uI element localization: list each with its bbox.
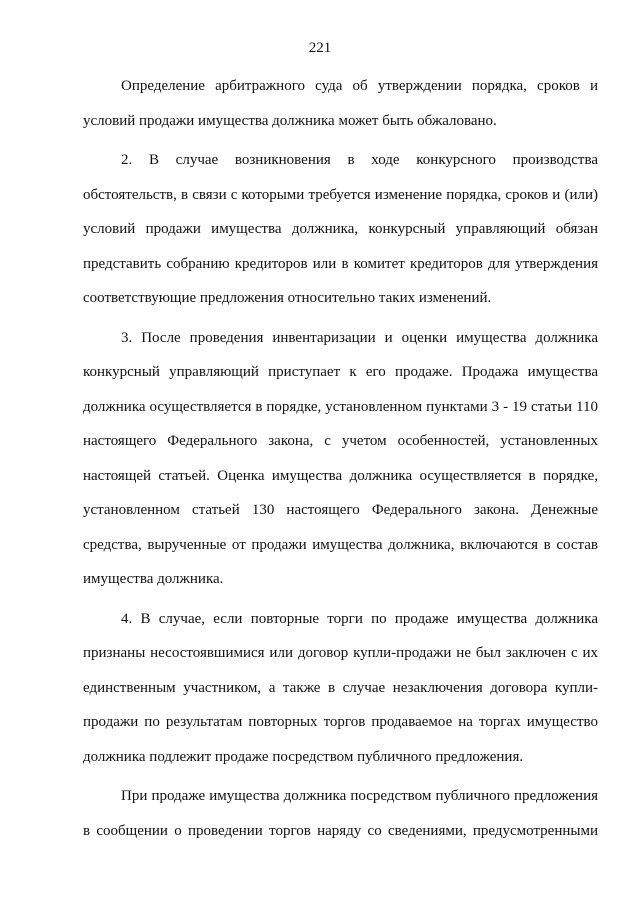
document-body (83, 69, 598, 853)
text-line: средства, вырученные от продажи имущества должника, включаются в состав (83, 536, 598, 553)
text-line: настоящей статьей. Оценка имущества должника осуществляется в порядке, (83, 467, 598, 484)
text-line: представить собранию кредиторов или в комитет кредиторов для утверждения (83, 255, 598, 272)
paragraph-item-4 (83, 602, 598, 775)
text-line: имущества должника. (83, 571, 224, 587)
paragraph (83, 69, 598, 138)
text-line: настоящего Федерального закона, с учетом особенностей, установленных (83, 433, 598, 449)
text-line: При продаже имущества должника посредством публичного предложения (121, 788, 598, 804)
text-line: должника подлежит продаже посредством публичного предложения. (83, 748, 524, 765)
text-line: Определение арбитражного суда об утверждении порядка, сроков и (121, 78, 598, 94)
paragraph-item-3 (83, 321, 598, 597)
text-line: соответствующие предложения относительно таких изменений. (83, 290, 492, 306)
text-line: единственным участником, а также в случае незаключения договора купли- (83, 679, 598, 696)
text-line: установленном статьей 130 настоящего Федерального закона. Денежные (83, 502, 598, 518)
paragraph (83, 779, 598, 848)
page-number: 221 (308, 40, 332, 56)
text-line: признаны несостоявшимися или договор купли-продажи не был заключен с их (83, 645, 598, 661)
text-line: должника осуществляется в порядке, установленном пунктами 3 - 19 статьи 110 (83, 398, 598, 415)
text-line: условий продажи имущества должника может быть обжаловано. (83, 112, 497, 129)
text-line: 4. В случае, если повторные торги по продаже имущества должника (121, 610, 598, 627)
text-line: продажи по результатам повторных торгов продаваемое на торгах имущество (83, 714, 598, 730)
text-line: в сообщении о проведении торгов наряду со сведениями, предусмотренными (83, 822, 598, 839)
text-line: 2. В случае возникновения в ходе конкурсного производства (121, 152, 598, 168)
text-line: конкурсный управляющий приступает к его продаже. Продажа имущества (83, 364, 598, 380)
text-line: обстоятельств, в связи с которыми требуется изменение порядка, сроков и (или) (83, 186, 598, 203)
paragraph-item-2 (83, 143, 598, 316)
text-line: 3. После проведения инвентаризации и оценки имущества должника (121, 329, 598, 346)
text-line: условий продажи имущества должника, конкурсный управляющий обязан (83, 221, 598, 237)
